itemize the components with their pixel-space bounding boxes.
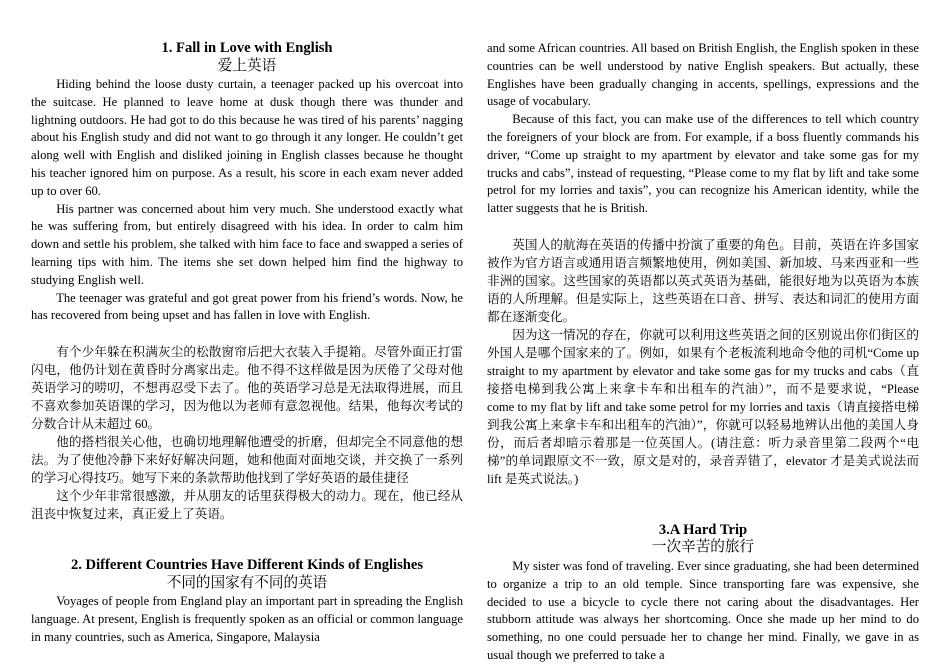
right-column	[487, 40, 919, 665]
section-1-chinese-paragraph-2: 他的搭档很关心他，也确切地理解他遭受的折磨，但却完全不同意他的想法。为了使他冷静下来好好解决问题，她和他面对面地交谈，并交换了一系列的学习心得技巧。她写下来的条款帮助他找到了学好英语的最佳捷径	[31, 435, 463, 486]
section-1-paragraph-1: Hiding behind the loose dusty curtain, a teenager packed up his overcoat into the suitcase. He planned to leave home at dusk though there was thunder and lightning outdoors. He had got to do this because he was tired of his parents’ nagging about his English study and did not want to go through it any longer. He couldn’t get along well with English and disliked joining in English classes because he thought his teacher ignored him on purpose. As a result, his score in each exam never added up to over 60.	[31, 77, 463, 198]
section-2-chinese-paragraph-2: 因为这一情况的存在，你就可以利用这些英语之间的区别说出你们街区的外国人是哪个国家来的了。例如，如果有个老板流利地命令他的司机“Come up straight to my apartment by elevator and take some gas for my trucks and cabs（直接搭电梯到我公寓上来拿卡车和出租车的汽油）”，而不是要求说，“Please come to my flat by lift and take some petrol for my lorries and taxis（请直接搭电梯到我公寓上来拿卡车和出租车的汽油）”，你就可以轻易地辨认出他的美国人身份，而后者却暗示着那是一位英国人。(请注意：听力录音里第二段两个“电梯”的单词跟原文不一致，原文是对的，录音弄错了，elevator 才是美式说法而 lift 是英式说法。)	[487, 327, 919, 486]
spacer	[487, 488, 919, 522]
spacer	[487, 218, 919, 236]
spacer	[31, 523, 463, 557]
section-3-subtitle: 一次辛苦的旅行	[651, 539, 755, 556]
section-2-paragraph-1-continued: and some African countries. All based on British English, the English spoken in these countries can be well understood by native English speakers. But actually, these Englishes have been gradually changing in accents, spellings, expressions and the usage of vocabulary.	[487, 41, 919, 109]
section-2-title: 2. Different Countries Have Different Kinds of Englishes	[70, 557, 424, 574]
left-column	[31, 40, 463, 647]
section-2-chinese-paragraph-1: 英国人的航海在英语的传播中扮演了重要的角色。目前，英语在许多国家被作为官方语言或通用语言频繁地使用，例如美国、新加坡、马来西亚和一些非洲的国家。这些国家的英语都以英式英语为基础，能很好地为以英语为本族语的人所理解。但是实际上，这些英语在口音、拼写、表达和词汇的使用方面都在逐渐变化。	[487, 237, 919, 324]
section-3-title: 3.A Hard Trip	[658, 521, 748, 538]
section-1-paragraph-2: His partner was concerned about him very much. She understood exactly what he was suffering from, but entirely disagreed with his idea. In order to calm him down and settle his problem, she talked with him face to face and swapped a series of learning tips with him. The items she set down helped him find the highway to studying English well.	[31, 201, 463, 287]
spacer	[31, 325, 463, 343]
section-2-paragraph-2: Because of this fact, you can make use of the differences to tell which country the foreigners of your block are from. For example, if a boss fluently commands his driver, “Come up straight to my apartment by elevator and take some gas for my trucks and cabs”, instead of requesting, “Please come to my flat by lift and take some petrol for my lorries and taxis”, you can recognize his American identity, while the latter suggests that he is British.	[487, 112, 919, 216]
section-3-paragraph-1: My sister was fond of traveling. Ever since graduating, she had been determined to organize a trip to an old temple. Since transporting fare was expensive, she decided to use a bicycle to cycle there not caring about the disadvantages. Her stubborn attitude was always her shortcoming. Once she made up her mind to do something, no one could persuade her to change her mind. Finally, we gave in as usual though we preferred to take a	[487, 558, 919, 662]
section-1-chinese-paragraph-3: 这个少年非常很感激，并从朋友的话里获得极大的动力。现在，他已经从沮丧中恢复过来，真正爱上了英语。	[31, 489, 463, 522]
section-2-subtitle: 不同的国家有不同的英语	[166, 574, 328, 591]
section-1-chinese-paragraph-1: 有个少年躲在积满灰尘的松散窗帘后把大衣装入手提箱。尽管外面正打雷闪电，他仍计划在黄昏时分离家出走。他不得不这样做是因为厌倦了父母对他英语学习的唠叨，不想再忍受下去了。他的英语学习总是无法取得进展，而且不喜欢参加英语课的学习，因为他以为老师有意忽视他。结果，他每次考试的分数合计从未超过 60。	[31, 345, 463, 432]
section-1-subtitle: 爱上英语	[217, 57, 277, 74]
section-2-paragraph-1: Voyages of people from England play an important part in spreading the English language. At present, English is frequently spoken as an official or common language in many countries, such as America, Singapore, Malaysia	[31, 594, 463, 644]
section-1-title: 1. Fall in Love with English	[161, 40, 333, 56]
section-1-paragraph-3: The teenager was grateful and got great power from his friend’s words. Now, he has recovered from being upset and has fallen in love with English.	[31, 290, 463, 323]
